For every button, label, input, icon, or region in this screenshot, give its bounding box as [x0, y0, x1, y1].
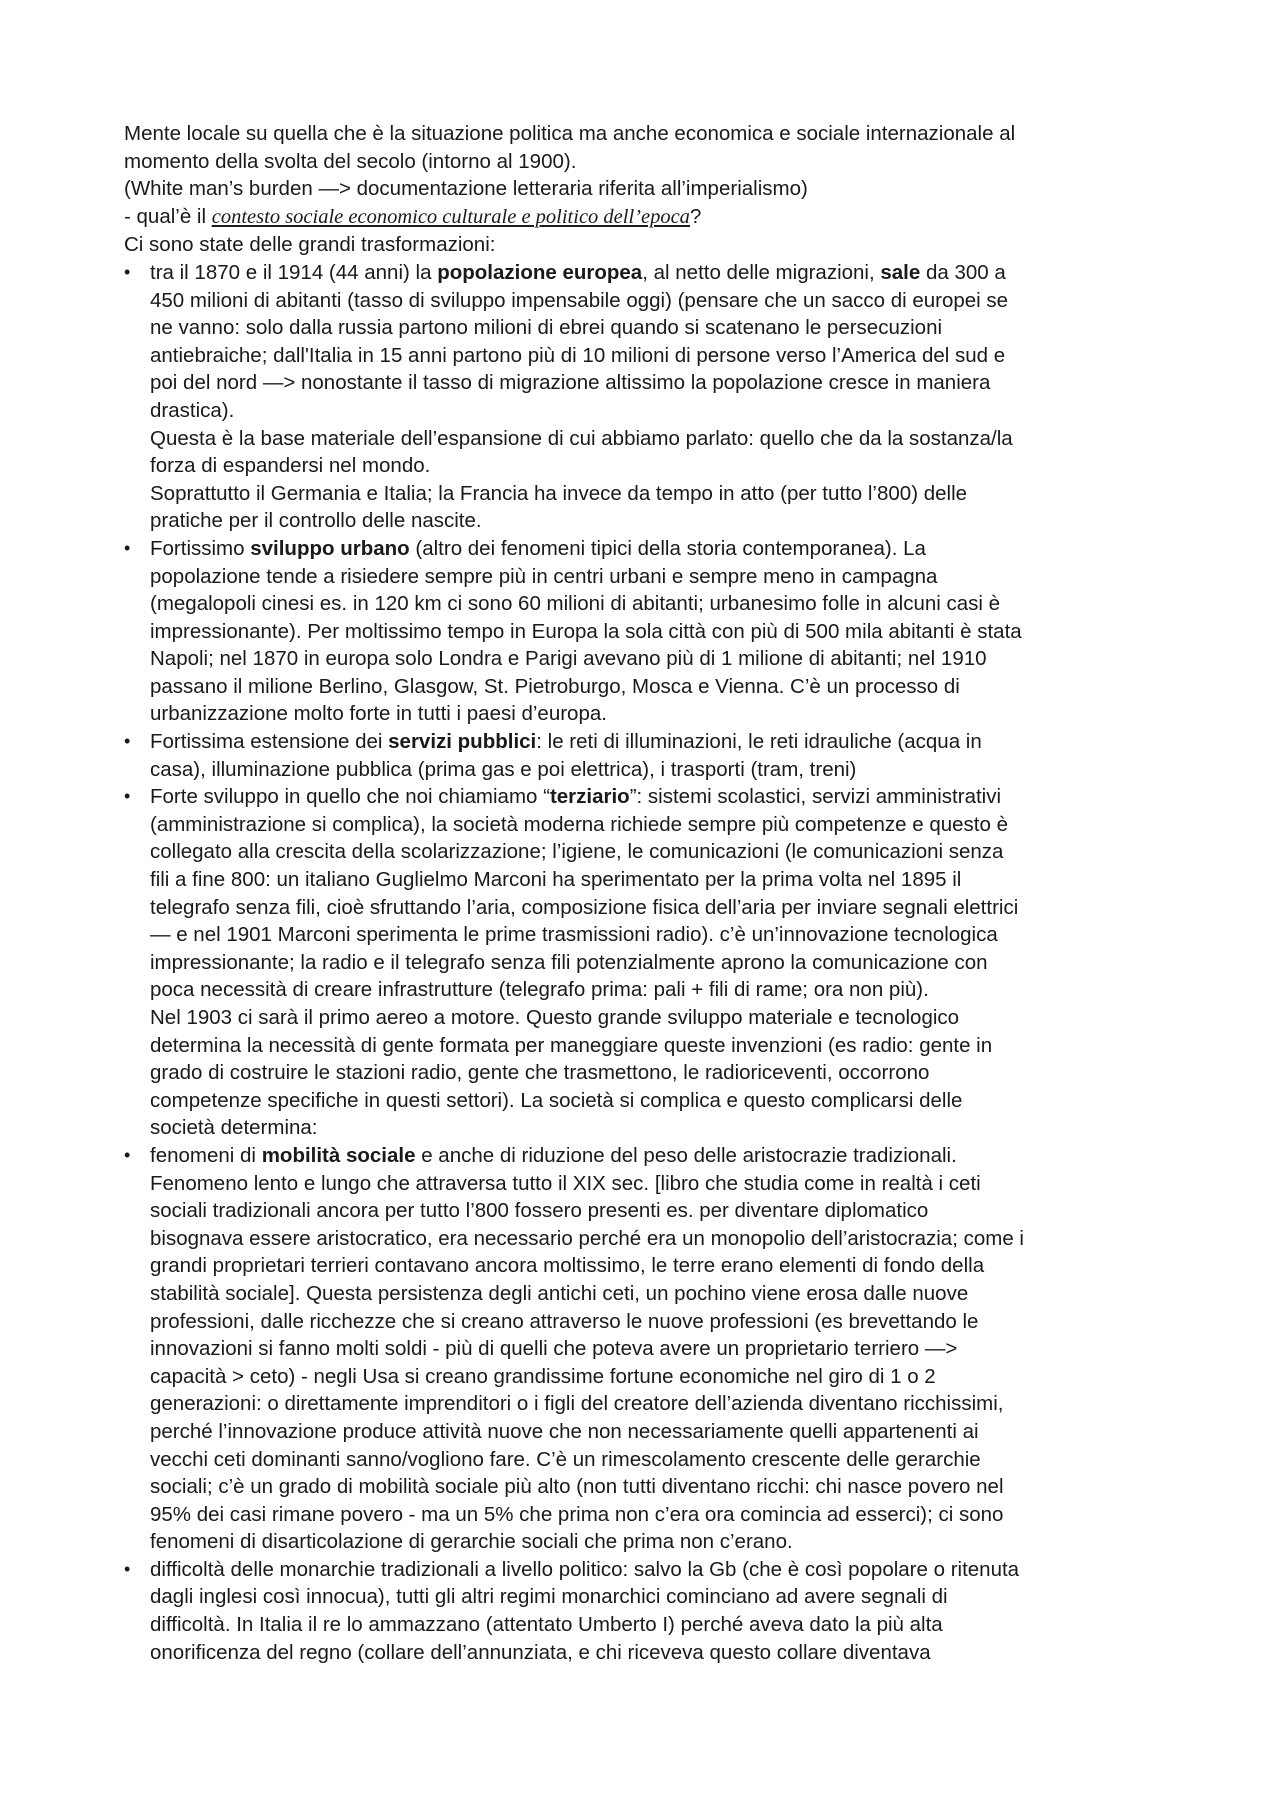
- text-line: [150, 480, 1184, 508]
- bullet-item: [124, 783, 1184, 1142]
- text-line: [150, 645, 1184, 673]
- text-line: [150, 894, 1184, 922]
- bullet-item: [124, 259, 1184, 535]
- text-run: generazioni: o direttamente imprenditori o i figli del creatore dell’azienda diventano ricchissimi,: [150, 1392, 1004, 1416]
- text-line: [150, 314, 1184, 342]
- text-run: Fenomeno lento e lungo che attraversa tutto il XIX sec. [libro che studia come in realtà i ceti: [150, 1171, 981, 1195]
- text-line: [150, 452, 1184, 480]
- text-run: popolazione tende a risiedere sempre più in centri urbani e sempre meno in campagna: [150, 564, 938, 588]
- text-line: [150, 1142, 1184, 1170]
- text-line: [150, 673, 1184, 701]
- text-line: [150, 728, 1184, 756]
- text-line: [150, 1059, 1184, 1087]
- text-line: [150, 397, 1184, 425]
- text-line: [150, 1252, 1184, 1280]
- text-run: società determina:: [150, 1116, 318, 1140]
- text-run: forza di espandersi nel mondo.: [150, 454, 431, 478]
- text-run: (amministrazione si complica), la società moderna richiede sempre più competenze e questo è: [150, 812, 1008, 836]
- text-line: [150, 783, 1184, 811]
- text-run: sociali; c’è un grado di mobilità sociale più alto (non tutti diventano ricchi: chi nasce povero nel: [150, 1475, 1004, 1499]
- text-line: [150, 866, 1184, 894]
- text-run: professioni, dalle ricchezze che si creano attraverso le nuove professioni (es brevettando le: [150, 1309, 979, 1333]
- text-line: [150, 1583, 1184, 1611]
- text-line: [150, 1087, 1184, 1115]
- text-line: [150, 1170, 1184, 1198]
- text-line: [150, 287, 1184, 315]
- text-run: competenze specifiche in questi settori). La società si complica e questo complicarsi delle: [150, 1088, 963, 1112]
- text-run: difficoltà. In Italia il re lo ammazzano (attentato Umberto I) perché aveva dato la più alta: [150, 1613, 943, 1637]
- text-line: [150, 1308, 1184, 1336]
- text-line: [150, 342, 1184, 370]
- text-run: onorificenza del regno (collare dell’annunziata, e chi riceveva questo collare diventava: [150, 1640, 931, 1664]
- text-line: Ci sono state delle grandi trasformazioni:: [124, 233, 496, 257]
- text-run: (megalopoli cinesi es. in 120 km ci sono 60 milioni di abitanti; urbanesimo folle in alcuni casi è: [150, 592, 1001, 616]
- text-run: Forte sviluppo in quello che noi chiamiamo “: [150, 785, 550, 809]
- text-line: [150, 1225, 1184, 1253]
- text-run: drastica).: [150, 398, 235, 422]
- text-run: Napoli; nel 1870 in europa solo Londra e Parigi avevano più di 1 milione di abitanti; nel 1910: [150, 647, 987, 671]
- text-line: [150, 1501, 1184, 1529]
- document-page: [124, 120, 1184, 1666]
- text-run: bisognava essere aristocratico, era necessario perché era un monopolio dell’aristocrazia; come i: [150, 1226, 1024, 1250]
- text-run: grandi proprietari terrieri contavano ancora moltissimo, le terre erano elementi di fondo della: [150, 1254, 985, 1278]
- text-line: [150, 507, 1184, 535]
- text-run: pratiche per il controllo delle nascite.: [150, 509, 482, 533]
- bullet-icon: •: [124, 537, 131, 558]
- text-line: [150, 1032, 1184, 1060]
- text-run: fenomeni di disarticolazione di gerarchie sociali che prima non c’erano.: [150, 1530, 793, 1554]
- text-run: - qual’è il: [124, 204, 212, 228]
- text-run: Questa è la base materiale dell’espansione di cui abbiamo parlato: quello che da la sostanza/la: [150, 426, 1013, 450]
- text-run: tra il 1870 e il 1914 (44 anni) la: [150, 260, 438, 284]
- text-run: stabilità sociale]. Questa persistenza degli antichi ceti, un pochino viene erosa dalle nuove: [150, 1281, 969, 1305]
- text-line: momento della svolta del secolo (intorno al 1900).: [124, 149, 577, 173]
- text-run: poi del nord —> nonostante il tasso di migrazione altissimo la popolazione cresce in maniera: [150, 371, 991, 395]
- bold-term: mobilità sociale: [261, 1143, 416, 1167]
- text-line: Mente locale su quella che è la situazione politica ma anche economica e sociale internazionale al: [124, 122, 1016, 145]
- text-run: Fortissima estensione dei: [150, 730, 389, 754]
- text-run: collegato alla crescita della scolarizzazione; l’igiene, le comunicazioni (le comunicazioni senza: [150, 840, 1004, 864]
- text-run: vecchi ceti dominanti sanno/vogliono fare. C’è un rimescolamento crescente delle gerarchie: [150, 1447, 981, 1471]
- text-run: sociali tradizionali ancora per tutto l’800 fossero presenti es. per diventare diplomatico: [150, 1199, 929, 1223]
- bold-term: sviluppo urbano: [250, 536, 410, 560]
- intro-paragraph: [124, 120, 1184, 259]
- text-line: [150, 1528, 1184, 1556]
- text-line: [150, 976, 1184, 1004]
- text-run: impressionante; la radio e il telegrafo senza fili potenzialmente aprono la comunicazione con: [150, 950, 988, 974]
- text-line: [150, 1639, 1184, 1667]
- text-line: [150, 618, 1184, 646]
- text-run: 95% dei casi rimane povero - ma un 5% che prima non c’era ora comincia ad esserci); ci sono: [150, 1502, 1004, 1526]
- text-line: [150, 1004, 1184, 1032]
- bullet-icon: •: [124, 1558, 131, 1579]
- text-run: (altro dei fenomeni tipici della storia contemporanea). La: [409, 536, 926, 560]
- bullet-item: [124, 1556, 1184, 1666]
- text-line: [150, 259, 1184, 287]
- text-line: (White man’s burden —> documentazione letteraria riferita all’imperialismo): [124, 177, 808, 201]
- text-run: 450 milioni di abitanti (tasso di sviluppo impensabile oggi) (pensare che un sacco di europei se: [150, 288, 1009, 312]
- text-run: antiebraiche; dall'Italia in 15 anni partono più di 10 milioni di persone verso l’America del sud e: [150, 343, 1006, 367]
- bullet-icon: •: [124, 786, 131, 807]
- text-line: [150, 949, 1184, 977]
- bold-term: terziario: [549, 785, 630, 809]
- text-run: fenomeni di: [150, 1143, 262, 1167]
- text-line: [124, 203, 1184, 232]
- bullet-item: [124, 1142, 1184, 1556]
- text-line: [150, 535, 1184, 563]
- bold-term: sale: [880, 260, 921, 284]
- bullet-list: [124, 259, 1184, 1666]
- text-run: passano il milione Berlino, Glasgow, St. Pietroburgo, Mosca e Vienna. C’è un processo di: [150, 674, 960, 698]
- text-line: [150, 921, 1184, 949]
- text-run: Soprattutto il Germania e Italia; la Francia ha invece da tempo in atto (per tutto l’800) delle: [150, 481, 968, 505]
- bold-term: servizi pubblici: [388, 730, 537, 754]
- text-line: [150, 425, 1184, 453]
- bullet-icon: •: [124, 1144, 131, 1165]
- text-line: [150, 563, 1184, 591]
- text-run: Nel 1903 ci sarà il primo aereo a motore. Questo grande sviluppo materiale e tecnologico: [150, 1006, 960, 1029]
- emphasized-phrase: contesto sociale economico culturale e politico dell’epoca: [211, 205, 690, 228]
- text-line: [150, 838, 1184, 866]
- bullet-icon: •: [124, 731, 131, 752]
- text-run: perché l’innovazione produce attività nuove che non necessariamente quelli appartenenti ai: [150, 1419, 979, 1443]
- text-line: [150, 1280, 1184, 1308]
- text-line: [150, 1556, 1184, 1584]
- bullet-item: [124, 535, 1184, 728]
- text-line: [150, 1335, 1184, 1363]
- bullet-item: [124, 728, 1184, 783]
- text-run: grado di costruire le stazioni radio, gente che trasmettono, le radioriceventi, occorrono: [150, 1061, 930, 1085]
- text-run: : le reti di illuminazioni, le reti idrauliche (acqua in: [536, 730, 982, 754]
- text-run: Fortissimo: [150, 536, 251, 560]
- text-run: fili a fine 800: un italiano Guglielmo Marconi ha sperimentato per la prima volta nel 1895 il: [150, 868, 962, 892]
- text-line: [150, 811, 1184, 839]
- text-line: [150, 756, 1184, 784]
- text-run: urbanizzazione molto forte in tutti i paesi d’europa.: [150, 702, 607, 726]
- text-run: e anche di riduzione del peso delle aristocrazie tradizionali.: [415, 1143, 957, 1167]
- text-line: [150, 700, 1184, 728]
- text-line: [150, 369, 1184, 397]
- text-run: casa), illuminazione pubblica (prima gas e poi elettrica), i trasporti (tram, treni): [150, 757, 857, 781]
- bold-term: popolazione europea: [437, 260, 643, 284]
- text-line: [150, 1114, 1184, 1142]
- text-run: poca necessità di creare infrastrutture (telegrafo prima: pali + fili di rame; ora non più).: [150, 978, 929, 1002]
- text-run: — e nel 1901 Marconi sperimenta le prime trasmissioni radio). c’è un’innovazione tecnologica: [150, 923, 998, 947]
- text-run: telegrafo senza fili, cioè sfruttando l’aria, composizione fisica dell’aria per inviare segnali elettrici: [150, 895, 1019, 919]
- text-run: ?: [689, 204, 702, 228]
- text-run: innovazioni si fanno molti soldi - più di quelli che poteva avere un proprietario terriero —>: [150, 1337, 958, 1361]
- text-line: [150, 1390, 1184, 1418]
- text-line: [150, 1197, 1184, 1225]
- text-line: [150, 1446, 1184, 1474]
- text-run: ”: sistemi scolastici, servizi amministrativi: [629, 785, 1002, 809]
- text-run: dagli inglesi così innocua), tutti gli altri regimi monarchici cominciano ad avere segnali di: [150, 1585, 948, 1609]
- text-run: ne vanno: solo dalla russia partono milioni di ebrei quando si scatenano le persecuzioni: [150, 316, 943, 340]
- text-line: [150, 1473, 1184, 1501]
- text-run: da 300 a: [920, 260, 1006, 284]
- text-run: capacità > ceto) - negli Usa si creano grandissime fortune economiche nel giro di 1 o 2: [150, 1364, 936, 1388]
- text-run: determina la necessità di gente formata per maneggiare queste invenzioni (es radio: gente in: [150, 1033, 993, 1057]
- text-line: [150, 1363, 1184, 1391]
- text-line: [150, 1418, 1184, 1446]
- text-line: [150, 1611, 1184, 1639]
- text-run: impressionante). Per moltissimo tempo in Europa la sola città con più di 500 mila abitanti è stata: [150, 619, 1022, 643]
- bullet-icon: •: [124, 261, 131, 282]
- text-line: [150, 590, 1184, 618]
- text-run: difficoltà delle monarchie tradizionali a livello politico: salvo la Gb (che è così popolare o ritenuta: [150, 1557, 1020, 1581]
- text-run: , al netto delle migrazioni,: [642, 260, 881, 284]
